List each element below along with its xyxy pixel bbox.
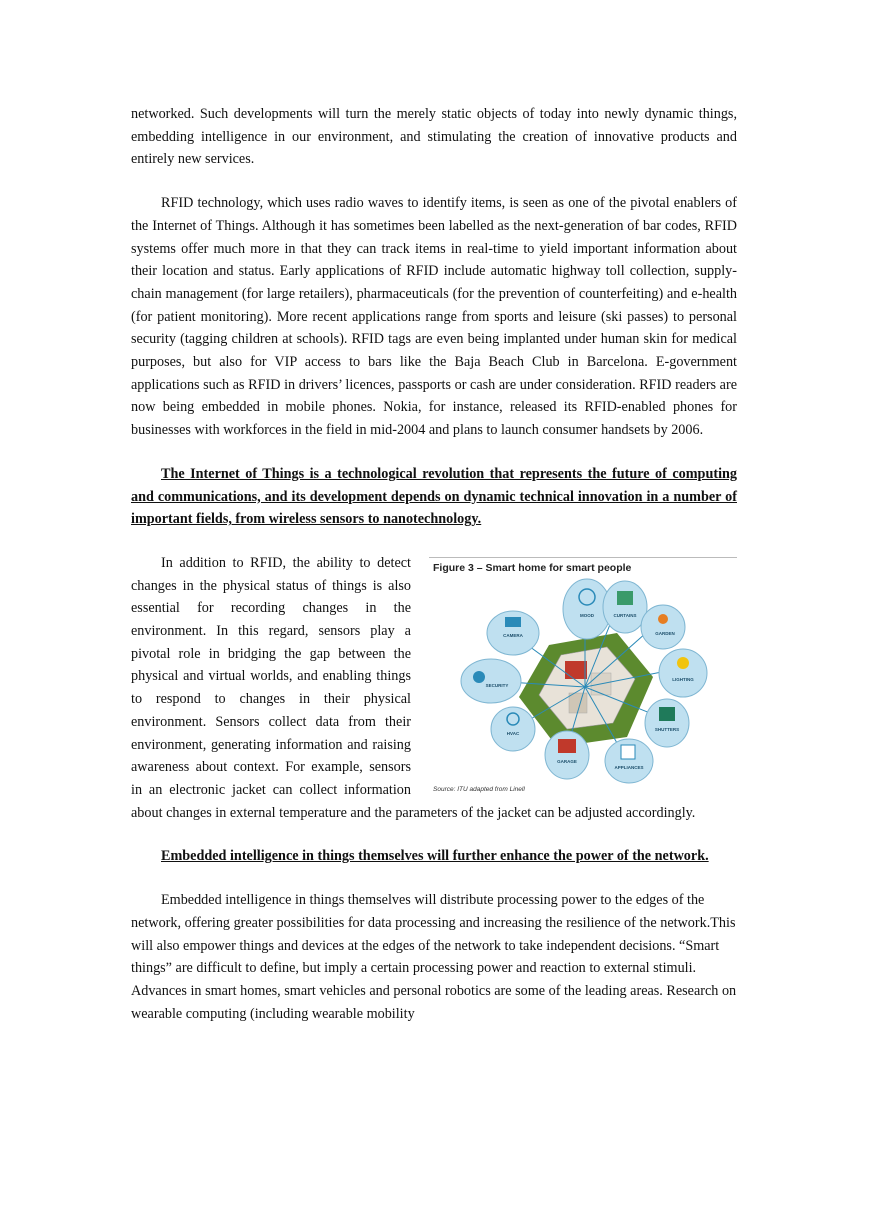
figure-top-rule <box>429 557 737 558</box>
lamp-icon <box>677 657 689 669</box>
paragraph-embedded-intelligence: Embedded intelligence in things themselves will distribute processing power to the edges of the network, offering greater possibilities for data processing and increasing the resilience of the network.This will also empower things and devices at the edges of the network to take independent decisions. “Smart things” are difficult to define, but imply a certain processing power and reaction to external stimuli. Advances in smart homes, smart vehicles and personal robotics are some of the leading areas. Research on wearable computing (including wearable mobility <box>131 892 737 1022</box>
roof-red-room <box>565 661 587 679</box>
highlight-embedded-intelligence: Embedded intelligence in things themselves will further enhance the power of the network. <box>161 848 709 865</box>
highlight-internet-of-things: The Internet of Things is a technological revolution that represents the future of computing and communications, and its development depends on dynamic technical innovation in a number of important fields, from wireless sensors to nanotechnology. <box>131 465 737 528</box>
bubble-lighting <box>659 649 707 697</box>
svg-text:CAMERA: CAMERA <box>503 632 523 638</box>
svg-text:HVAC: HVAC <box>506 730 520 736</box>
bubble-hvac <box>491 707 535 751</box>
document-page <box>131 103 737 1046</box>
figure-title: Figure 3 – Smart home for smart people <box>433 561 632 574</box>
paragraph-sensors: In addition to RFID, the ability to detect changes in the physical status of things is also essential for recording changes in the environment. In this regard, sensors play a pivotal role in bridging the gap between the physical and virtual worlds, and enabling things to respond to changes in their physical environment. Sensors collect data from their environment, generating information and raising awareness about context. For example, sensors in an electronic jacket can collect information about changes in external temperature and the parameters of the jacket can be adjusted accordingly. <box>131 554 696 821</box>
window-icon <box>617 591 633 605</box>
bubble-garden <box>641 605 685 649</box>
svg-text:MOOD: MOOD <box>580 612 594 618</box>
bubble-security <box>461 659 521 703</box>
bubble-garage <box>545 731 589 779</box>
figure-source: Source: ITU adapted from Linell <box>433 785 525 793</box>
bubble-curtains <box>603 581 647 633</box>
svg-text:APPLIANCES: APPLIANCES <box>614 764 644 770</box>
svg-text:LIGHTING: LIGHTING <box>672 676 694 682</box>
svg-text:GARAGE: GARAGE <box>557 758 577 764</box>
shutters-icon <box>659 707 675 721</box>
watering-can-icon <box>658 614 668 624</box>
camera-icon <box>505 617 521 627</box>
bubble-appliances <box>605 739 653 783</box>
sensor-section <box>131 552 737 845</box>
paragraph-rfid: RFID technology, which uses radio waves to identify items, is seen as one of the pivotal enablers of the Internet of Things. Although it has sometimes been labelled as the next-generation of bar codes, RFID systems offer much more in that they can track items in real-time to yield important information about their location and status. Early applications of RFID include automatic highway toll collection, supply-chain management (for large retailers), pharmaceuticals (for the prevention of counterfeiting) and e-health (for patient monitoring). More recent applications range from sports and leisure (ski passes) to personal security (tagging children at schools). RFID tags are even being implanted under human skin for medical purposes, but also for VIP access to bars like the Baja Beach Club in Barcelona. E-government applications such as RFID in drivers’ licences, passports or cash are under consideration. RFID readers are now being embedded in mobile phones. Nokia, for instance, released its RFID-enabled phones for businesses with workforces in the field in mid-2004 and plans to launch consumer handsets by 2006. <box>131 195 737 439</box>
svg-text:CURTAINS: CURTAINS <box>613 612 637 618</box>
bubble-camera <box>487 611 539 655</box>
bubble-shutters <box>645 699 689 747</box>
svg-text:GARDEN: GARDEN <box>655 630 675 636</box>
svg-text:SHUTTERS: SHUTTERS <box>654 726 680 732</box>
smart-home-illustration <box>457 577 713 785</box>
svg-text:SECURITY: SECURITY <box>485 682 509 688</box>
figure-smart-home <box>427 557 737 797</box>
washing-machine-icon <box>621 745 635 759</box>
paragraph-networked: networked. Such developments will turn the merely static objects of today into newly dynamic things, embedding intelligence in our environment, and stimulating the creation of innovative products and entirely new services. <box>131 106 737 168</box>
garage-icon <box>558 739 576 753</box>
key-icon <box>473 671 485 683</box>
